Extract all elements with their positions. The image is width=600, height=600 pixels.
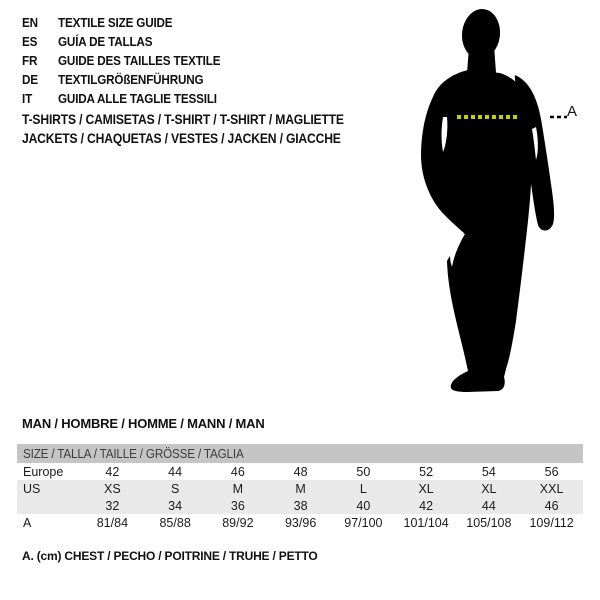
table-cell: 36 xyxy=(230,498,245,513)
garment-types-line-2: JACKETS / CHAQUETAS / VESTES / JACKEN / GIACCHE xyxy=(22,131,341,146)
table-cell: M xyxy=(295,481,306,496)
language-row-it xyxy=(22,89,238,108)
table-cell: 40 xyxy=(356,498,371,513)
table-cell: 44 xyxy=(168,464,183,479)
language-row-en xyxy=(22,13,238,32)
language-code: IT xyxy=(22,91,33,106)
language-row-fr xyxy=(22,51,238,70)
table-row-us xyxy=(17,480,583,497)
row-label: A xyxy=(23,515,32,530)
table-cell: XL xyxy=(418,481,434,496)
table-row-numeric xyxy=(17,497,583,514)
language-code: FR xyxy=(22,53,38,68)
table-cell: 56 xyxy=(544,464,559,479)
table-cell: 32 xyxy=(105,498,120,513)
garment-types xyxy=(22,110,380,148)
table-cell: 38 xyxy=(293,498,308,513)
section-title-man: MAN / HOMBRE / HOMME / MANN / MAN xyxy=(22,416,265,431)
table-cell: 46 xyxy=(544,498,559,513)
table-cell: 44 xyxy=(481,498,496,513)
table-row-chest-a xyxy=(17,514,583,531)
table-cell: 42 xyxy=(419,498,434,513)
garment-types-line-1: T-SHIRTS / CAMISETAS / T-SHIRT / T-SHIRT / MAGLIETTE xyxy=(22,112,344,127)
table-cell: 89/92 xyxy=(222,515,254,530)
language-label: TEXTILGRÖßENFÜHRUNG xyxy=(58,72,204,87)
row-label: Europe xyxy=(23,464,64,479)
language-code: EN xyxy=(22,15,38,30)
size-table xyxy=(17,444,583,531)
language-label: GUÍA DE TALLAS xyxy=(58,34,153,49)
language-label: GUIDE DES TAILLES TEXTILE xyxy=(58,53,221,68)
table-cell: XL xyxy=(481,481,497,496)
table-cell: 81/84 xyxy=(96,515,129,530)
size-table-header-text: SIZE / TALLA / TAILLE / GRÖSSE / TAGLIA xyxy=(23,446,244,461)
table-cell: XS xyxy=(104,481,121,496)
language-code: DE xyxy=(22,72,38,87)
table-cell: 46 xyxy=(230,464,245,479)
table-cell: 97/100 xyxy=(344,515,383,530)
measurement-footnote: A. (cm) CHEST / PECHO / POITRINE / TRUHE / PETTO xyxy=(22,549,318,563)
table-cell: 48 xyxy=(293,464,308,479)
measurement-label-a: A xyxy=(567,103,578,120)
table-cell: 105/108 xyxy=(466,515,512,530)
man-silhouette-figure xyxy=(415,5,585,400)
table-cell: 42 xyxy=(105,464,120,479)
silhouette-body-group xyxy=(421,7,554,392)
language-guide-list xyxy=(22,13,238,108)
table-cell: 52 xyxy=(419,464,434,479)
language-row-es xyxy=(22,32,238,51)
language-code: ES xyxy=(22,34,38,49)
table-row-europe xyxy=(17,463,583,480)
language-label: GUIDA ALLE TAGLIE TESSILI xyxy=(58,91,217,106)
table-cell: 50 xyxy=(356,464,371,479)
table-cell: 101/104 xyxy=(403,515,449,530)
table-cell: L xyxy=(359,481,367,496)
table-cell: 109/112 xyxy=(529,515,574,530)
size-table-header xyxy=(17,444,583,463)
silhouette-neck xyxy=(467,45,496,73)
language-label: TEXTILE SIZE GUIDE xyxy=(58,15,173,30)
table-cell: 93/96 xyxy=(284,515,317,530)
row-label: US xyxy=(23,481,41,496)
table-cell: 85/88 xyxy=(159,515,191,530)
table-cell: M xyxy=(232,481,244,496)
table-cell: XXL xyxy=(539,481,564,496)
table-cell: S xyxy=(170,481,180,496)
table-cell: 54 xyxy=(481,464,496,479)
language-row-de xyxy=(22,70,238,89)
table-cell: 34 xyxy=(168,498,183,513)
